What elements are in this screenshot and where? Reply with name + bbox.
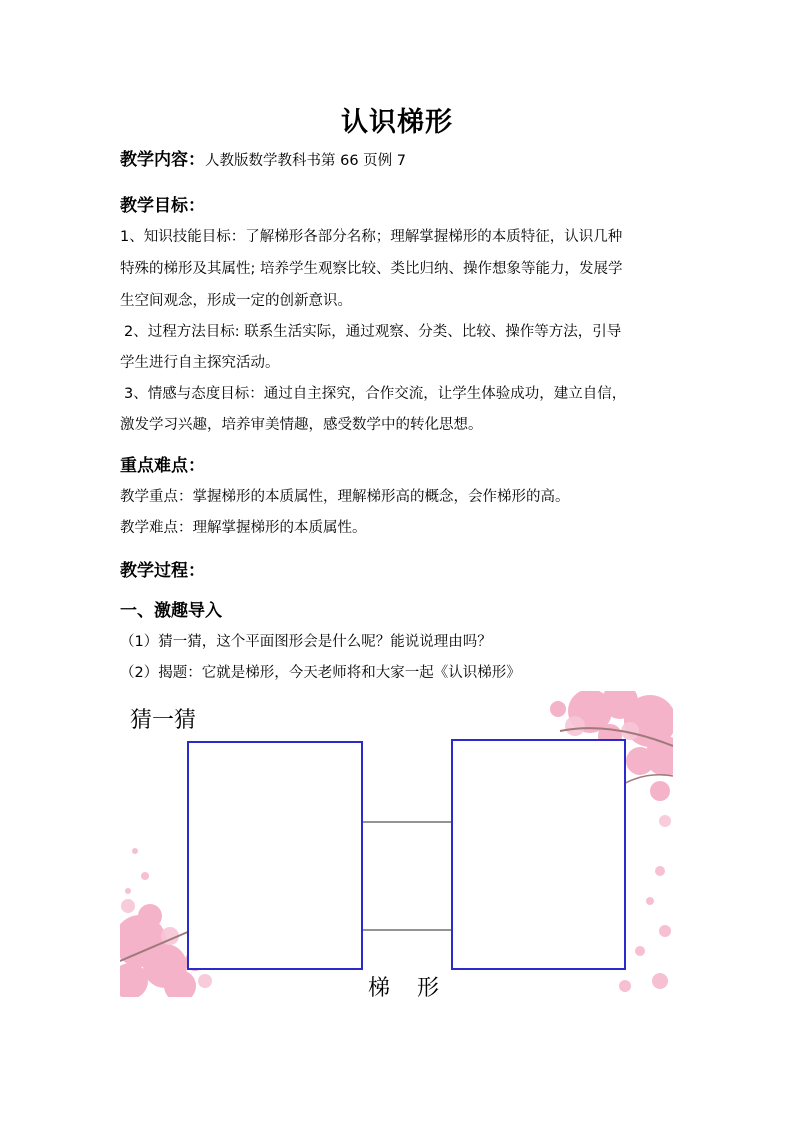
objective-3-line-2: 激发学习兴趣，培养审美情趣，感受数学中的转化思想。 (120, 417, 483, 433)
teaching-difficulty: 教学难点：理解掌握梯形的本质属性。 (120, 520, 367, 536)
objective-3-line-1: 3、情感与态度目标：通过自主探究，合作交流，让学生体验成功，建立自信， (124, 386, 627, 402)
right-covered-box (451, 739, 626, 970)
left-covered-box (187, 741, 363, 970)
teaching-content-label: 教学内容： (120, 150, 205, 170)
process-step-2: （2）揭题：它就是梯形，今天老师将和大家一起《认识梯形》 (120, 665, 521, 681)
objective-2-line-2: 学生进行自主探究活动。 (120, 355, 280, 371)
teaching-content (120, 150, 680, 171)
teaching-focus: 教学重点：掌握梯形的本质属性，理解梯形高的概念，会作梯形的高。 (120, 489, 570, 505)
page-title: 认识梯形 (341, 107, 453, 138)
key-points-heading: 重点难点： (120, 456, 205, 476)
slide-caption: 梯 形 (368, 976, 449, 997)
process-heading: 教学过程： (120, 561, 205, 581)
objective-1-line-1: 1、知识技能目标：了解梯形各部分名称；理解掌握梯形的本质特征，认识几种 (120, 229, 623, 245)
process-step-1: （1）猜一猜，这个平面图形会是什么呢？能说说理由吗？ (120, 634, 492, 650)
teaching-content-text: 人教版数学教科书第 66 页例 7 (205, 153, 407, 169)
objective-1-line-3: 生空间观念，形成一定的创新意识。 (120, 293, 352, 309)
objective-1-line-2: 特殊的梯形及其属性; 培养学生观察比较、类比归纳、操作想象等能力，发展学 (120, 261, 623, 277)
slide-image (120, 691, 673, 997)
objective-2-line-1: 2、过程方法目标: 联系生活实际，通过观察、分类、比较、操作等方法，引导 (124, 324, 622, 340)
guess-label: 猜一猜 (130, 708, 197, 733)
section-1-heading: 一、激趣导入 (120, 601, 222, 621)
objectives-heading: 教学目标： (120, 196, 205, 216)
